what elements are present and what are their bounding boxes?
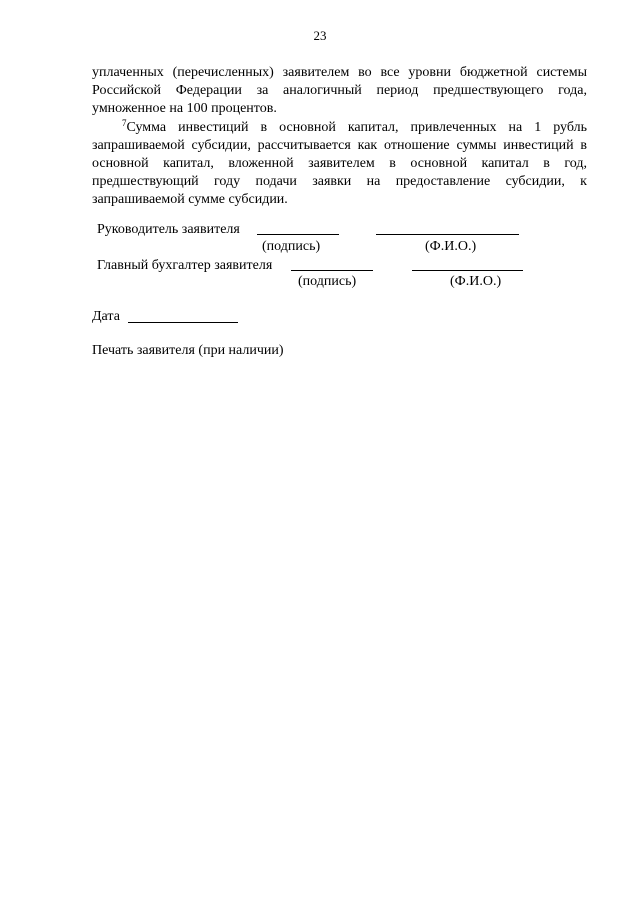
- head-name-line[interactable]: [376, 234, 519, 235]
- accountant-signature-label: Главный бухгалтер заявителя: [97, 258, 273, 273]
- accountant-name-line[interactable]: [412, 270, 523, 271]
- head-signature-line[interactable]: [257, 234, 339, 235]
- paragraph-continuation: уплаченных (перечисленных) заявителем во все уровни бюджетной системы Российской Федерации за аналогичный период предшествующего года, умноженное на 100 процентов.: [92, 65, 587, 117]
- accountant-signature-line[interactable]: [291, 270, 373, 271]
- footnote-paragraph: [92, 119, 587, 210]
- head-signature-caption: (подпись): [262, 239, 321, 254]
- accountant-signature-caption: (подпись): [298, 274, 357, 289]
- seal-label: Печать заявителя (при наличии): [92, 343, 284, 358]
- date-label: Дата: [92, 309, 120, 324]
- footnote-text: Сумма инвестиций в основной капитал, привлеченных на 1 рубль запрашиваемой субсидии, рассчитывается как отношение суммы инвестиций в основной капитал, вложенной заявителем в основной капитал в год, предшествующий году подачи заявки на предоставление субсидии, к запрашиваемой сумме субсидии.: [92, 119, 587, 208]
- page-number: 23: [313, 28, 327, 43]
- document-body: [92, 64, 587, 210]
- date-line[interactable]: [128, 322, 238, 323]
- head-signature-label: Руководитель заявителя: [97, 222, 240, 237]
- head-name-caption: (Ф.И.О.): [425, 239, 477, 254]
- accountant-name-caption: (Ф.И.О.): [450, 274, 502, 289]
- footnote-marker: 7: [122, 117, 127, 128]
